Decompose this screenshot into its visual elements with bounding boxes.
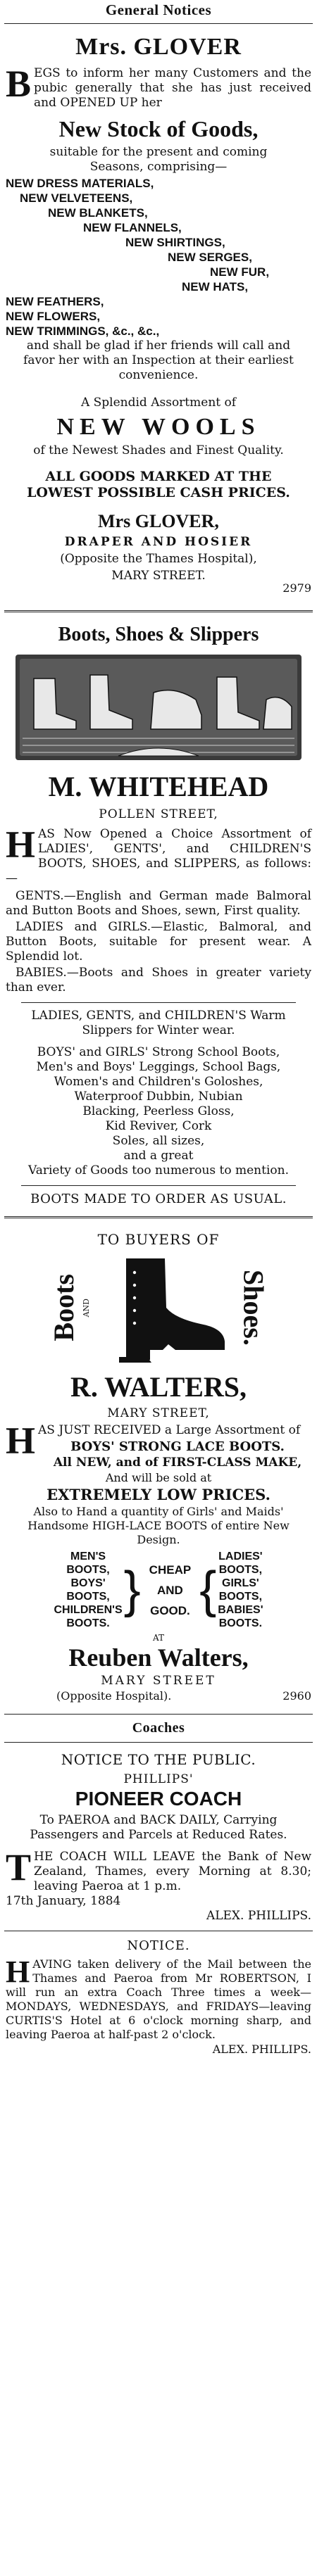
drop-cap: H	[6, 1420, 36, 1462]
drop-cap: H	[6, 823, 36, 866]
divider	[4, 610, 313, 612]
walters-name: R. WALTERS,	[70, 1371, 247, 1403]
coach-notice-title: NOTICE TO THE PUBLIC.	[61, 1751, 256, 1768]
divider	[21, 1002, 296, 1003]
section-heading-general-notices: General Notices	[105, 1, 212, 18]
ad-ref-number: 2960	[282, 1689, 311, 1703]
boots-shoes-illustration	[13, 650, 304, 763]
whitehead-babies: BABIES.—Boots and Shoes in greater variety than ever.	[6, 966, 311, 995]
list-item: NEW FEATHERS,	[6, 295, 104, 308]
list-item: Waterproof Dubbin, Nubian	[74, 1090, 243, 1104]
boot-icon	[98, 1251, 232, 1364]
walters-also: Also to Hand a quantity of Girls' and Maids' Handsome HIGH-LACE BOOTS of entire New Design.	[27, 1505, 290, 1546]
walters-banner	[0, 1248, 317, 1368]
whitehead-made: BOOTS MADE TO ORDER AS USUAL.	[30, 1192, 287, 1206]
whitehead-title: Boots, Shoes & Slippers	[58, 624, 259, 645]
list-item: BOYS' and GIRLS' Strong School Boots,	[37, 1045, 280, 1059]
glover-new-stock: New Stock of Goods,	[58, 116, 259, 141]
divider	[21, 1185, 296, 1186]
glover-sig-street: MARY STREET.	[111, 569, 206, 583]
list-item: Blacking, Peerless Gloss,	[82, 1104, 235, 1118]
drop-cap: H	[6, 1955, 30, 1989]
walters-sig-opp: (Opposite Hospital).	[56, 1689, 172, 1703]
mail-notice-signed: ALEX. PHILLIPS.	[212, 2043, 311, 2056]
coach-name: PIONEER COACH	[75, 1788, 242, 1810]
glover-new-wools: NEW WOOLS	[56, 414, 261, 440]
whitehead-street: POLLEN STREET,	[99, 807, 218, 821]
walters-at: AT	[152, 1633, 164, 1643]
drop-cap: T	[6, 1846, 32, 1888]
ad-walters	[0, 1231, 317, 1703]
walters-sold: And will be sold at	[105, 1471, 212, 1484]
glover-intro: BEGS to inform her many Customers and the pubic generally that she has just received and OPENED UP her	[6, 63, 311, 110]
list-item: NEW BLANKETS,	[48, 206, 148, 220]
glover-marked: ALL GOODS MARKED AT THE LOWEST POSSIBLE CASH PRICES.	[27, 469, 290, 500]
mail-notice-title: NOTICE.	[127, 1938, 190, 1953]
brace-left: {	[199, 1562, 217, 1618]
boots-engraving	[13, 650, 304, 763]
list-item: and a great	[123, 1149, 194, 1163]
glover-splendid: A Splendid Assortment of	[80, 396, 237, 410]
brace-right: }	[123, 1562, 141, 1618]
whitehead-lines	[0, 1045, 317, 1178]
coach-schedule: THE COACH WILL LEAVE the Bank of New Zealand, Thames, every Morning at 8.30; leaving Paeroa at 1 p.m.	[6, 1846, 311, 1893]
list-item: NEW FUR,	[210, 265, 270, 279]
list-item: Women's and Children's Goloshes,	[54, 1075, 263, 1089]
list-item: Kid Reviver, Cork	[105, 1119, 212, 1133]
list-item: NEW FLOWERS,	[6, 310, 101, 323]
coach-route: To PAEROA and BACK DAILY, Carrying Passengers and Parcels at Reduced Rates.	[30, 1813, 287, 1842]
walters-sig-footer	[56, 1689, 311, 1703]
walters-mid-col: CHEAP AND GOOD.	[149, 1562, 192, 1617]
coach-owner: PHILLIPS'	[123, 1772, 194, 1786]
divider	[4, 1216, 313, 1218]
list-item: Soles, all sizes,	[112, 1134, 205, 1148]
divider	[4, 23, 313, 24]
walters-street: MARY STREET,	[107, 1406, 210, 1420]
divider	[4, 1714, 313, 1715]
list-item: Men's and Boys' Leggings, School Bags,	[36, 1060, 281, 1074]
walters-sig-name: Reuben Walters,	[68, 1643, 249, 1672]
divider	[4, 1742, 313, 1743]
whitehead-intro: HAS Now Opened a Choice Assortment of LADIES', GENTS', and CHILDREN'S BOOTS, SHOES, and SLIPPERS, as follows:—	[6, 823, 311, 885]
glover-sig-trade: DRAPER AND HOSIER	[64, 535, 253, 549]
whitehead-ladies: LADIES and GIRLS.—Elastic, Balmoral, and Button Boots, suitable for present wear. A Splendid lot.	[6, 920, 311, 964]
walters-intro: HAS JUST RECEIVED a Large Assortment of	[6, 1420, 301, 1462]
walters-shoes-word: Shoes.	[237, 1270, 270, 1346]
list-item: NEW SERGES,	[168, 251, 252, 264]
glover-suitable: suitable for the present and coming Seasons, comprising—	[49, 145, 268, 174]
list-item: NEW TRIMMINGS, &c., &c.,	[6, 324, 160, 338]
ad-ref-number: 2979	[282, 581, 311, 595]
list-item: NEW SHIRTINGS,	[125, 236, 225, 249]
list-item: NEW HATS,	[182, 280, 249, 293]
walters-all-new: All NEW, and of FIRST-CLASS MAKE,	[53, 1456, 302, 1470]
glover-name: Mrs. GLOVER	[75, 34, 242, 60]
list-item: NEW FLANNELS,	[83, 221, 182, 234]
coach-signed: ALEX. PHILLIPS.	[206, 1909, 311, 1923]
whitehead-name: M. WHITEHEAD	[48, 771, 269, 802]
glover-sig-name: Mrs GLOVER,	[98, 511, 219, 531]
section-heading-coaches: Coaches	[132, 1720, 185, 1736]
whitehead-warm: LADIES, GENTS, and CHILDREN'S Warm Slippers for Winter wear.	[31, 1009, 286, 1037]
walters-boots-word: Boots	[47, 1274, 80, 1341]
walters-boot-table	[6, 1550, 311, 1630]
glover-sig-opp: (Opposite the Thames Hospital),	[60, 552, 257, 566]
ad-whitehead	[0, 624, 317, 1206]
glover-shades: of the Newest Shades and Finest Quality.	[33, 443, 284, 457]
walters-strong: BOYS' STRONG LACE BOOTS.	[70, 1439, 285, 1454]
walters-extremely: EXTREMELY LOW PRICES.	[46, 1486, 271, 1503]
glover-closing: and shall be glad if her friends will call and favor her with an Inspection at their earliest convenience.	[23, 339, 294, 382]
walters-sig-street: MARY STREET	[101, 1674, 216, 1688]
drop-cap: B	[6, 63, 32, 105]
ad-phillips-coach	[0, 1751, 317, 1924]
ad-mail-notice	[0, 1938, 317, 2057]
walters-and-word: AND	[81, 1298, 91, 1318]
walters-right-col: LADIES' BOOTS, GIRLS' BOOTS, BABIES' BOOTS.	[218, 1551, 263, 1629]
walters-left-col: MEN'S BOOTS, BOYS' BOOTS, CHILDREN'S BOOTS.	[54, 1551, 123, 1629]
walters-to-buyers: TO BUYERS OF	[97, 1231, 220, 1248]
list-item: NEW DRESS MATERIALS,	[6, 177, 154, 190]
ad-glover	[0, 34, 317, 595]
coach-date: 17th January, 1884	[6, 1894, 121, 1908]
list-item: NEW VELVETEENS,	[20, 191, 133, 205]
list-item: Variety of Goods too numerous to mention.	[28, 1163, 289, 1177]
glover-items	[6, 176, 311, 339]
whitehead-gents: GENTS.—English and German made Balmoral and Button Boots and Shoes, sewn, First quality.	[6, 889, 311, 918]
mail-notice-body: HAVING taken delivery of the Mail between the Thames and Paeroa from Mr ROBERTSON, I will run an extra Coach Three times a week—MONDAYS, WEDNESDAYS, and FRIDAYS—leaving CURTIS'S Hotel at 6 o'clock morning sharp, and leaving Paeroa at half-past 2 o'clock.	[6, 1955, 311, 2041]
